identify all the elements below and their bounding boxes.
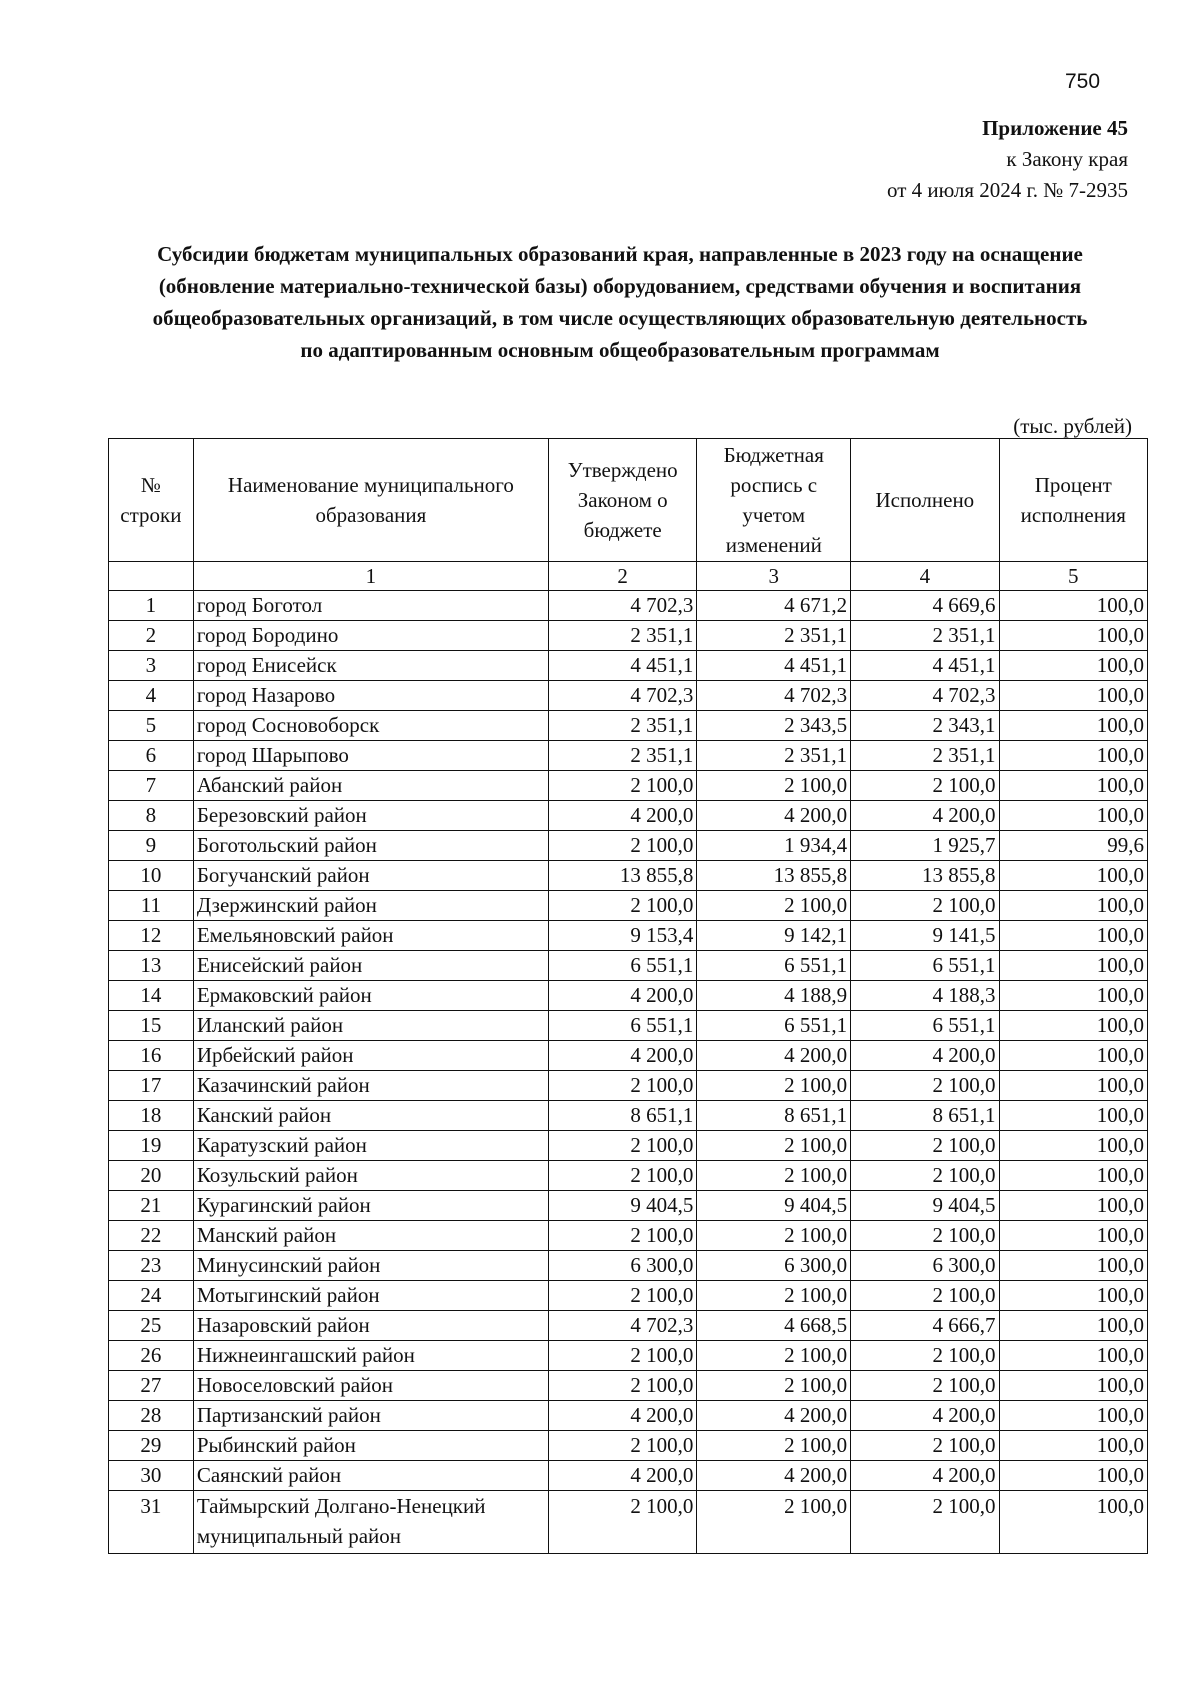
row-number-cell: 25 <box>109 1311 194 1341</box>
budget-list-cell: 1 934,4 <box>697 831 851 861</box>
executed-cell: 4 188,3 <box>851 981 999 1011</box>
table-row <box>109 831 1148 861</box>
executed-cell: 2 100,0 <box>851 771 999 801</box>
appendix-block <box>887 113 1128 206</box>
percent-cell: 100,0 <box>999 861 1147 891</box>
row-number-cell: 11 <box>109 891 194 921</box>
budget-list-cell: 2 100,0 <box>697 771 851 801</box>
row-number-cell: 26 <box>109 1341 194 1371</box>
executed-cell: 2 100,0 <box>851 891 999 921</box>
executed-cell: 2 100,0 <box>851 1281 999 1311</box>
budget-list-cell: 2 100,0 <box>697 1131 851 1161</box>
percent-cell: 100,0 <box>999 801 1147 831</box>
appendix-date: от 4 июля 2024 г. № 7-2935 <box>887 178 1128 202</box>
table-row <box>109 711 1148 741</box>
percent-cell: 100,0 <box>999 981 1147 1011</box>
table-row <box>109 591 1148 621</box>
municipality-cell: Курагинский район <box>193 1191 548 1221</box>
row-number-cell: 10 <box>109 861 194 891</box>
approved-cell: 4 200,0 <box>548 1461 696 1491</box>
percent-cell: 100,0 <box>999 951 1147 981</box>
percent-cell: 100,0 <box>999 1371 1147 1401</box>
document-title: Субсидии бюджетам муниципальных образований края, направленные в 2023 году на оснащение (обновление материально-технической базы) оборудованием, средствами обучения и воспитания общеобразовательных организаций, в том числе осуществляющих образовательную деятельность по адаптированным основным общеобразовательным программам <box>152 242 1088 362</box>
approved-cell: 2 100,0 <box>548 1161 696 1191</box>
municipality-cell: город Бородино <box>193 621 548 651</box>
approved-cell: 2 100,0 <box>548 1431 696 1461</box>
page-number: 750 <box>1065 70 1101 93</box>
municipality-cell: Емельяновский район <box>193 921 548 951</box>
budget-list-cell: 4 668,5 <box>697 1311 851 1341</box>
row-number-cell: 8 <box>109 801 194 831</box>
column-number-row <box>109 562 1148 591</box>
executed-cell: 4 200,0 <box>851 1401 999 1431</box>
municipality-cell: Березовский район <box>193 801 548 831</box>
municipality-cell: Канский район <box>193 1101 548 1131</box>
header-approved: Утверждено Законом о бюджете <box>548 439 696 562</box>
row-number-cell: 13 <box>109 951 194 981</box>
table-row <box>109 1071 1148 1101</box>
approved-cell: 2 351,1 <box>548 741 696 771</box>
row-number-cell: 2 <box>109 621 194 651</box>
executed-cell: 4 451,1 <box>851 651 999 681</box>
row-number-cell: 1 <box>109 591 194 621</box>
percent-cell: 100,0 <box>999 1191 1147 1221</box>
table-row <box>109 1431 1148 1461</box>
executed-cell: 2 343,1 <box>851 711 999 741</box>
table-row <box>109 1491 1148 1554</box>
approved-cell: 4 702,3 <box>548 591 696 621</box>
table-row <box>109 981 1148 1011</box>
budget-list-cell: 4 188,9 <box>697 981 851 1011</box>
budget-list-cell: 2 351,1 <box>697 621 851 651</box>
executed-cell: 4 666,7 <box>851 1311 999 1341</box>
percent-cell: 100,0 <box>999 741 1147 771</box>
table-row <box>109 921 1148 951</box>
approved-cell: 4 702,3 <box>548 1311 696 1341</box>
municipality-cell: город Назарово <box>193 681 548 711</box>
table-row <box>109 1161 1148 1191</box>
column-number: 5 <box>999 562 1147 591</box>
percent-cell: 100,0 <box>999 1161 1147 1191</box>
percent-cell: 100,0 <box>999 1041 1147 1071</box>
row-number-cell: 23 <box>109 1251 194 1281</box>
municipality-cell: город Енисейск <box>193 651 548 681</box>
approved-cell: 2 100,0 <box>548 1221 696 1251</box>
budget-list-cell: 4 200,0 <box>697 1461 851 1491</box>
approved-cell: 2 100,0 <box>548 1071 696 1101</box>
table-row <box>109 1311 1148 1341</box>
row-number-cell: 18 <box>109 1101 194 1131</box>
units-label: (тыс. рублей) <box>1013 414 1132 438</box>
table-row <box>109 1041 1148 1071</box>
approved-cell: 9 153,4 <box>548 921 696 951</box>
percent-cell: 100,0 <box>999 1431 1147 1461</box>
approved-cell: 2 100,0 <box>548 1131 696 1161</box>
row-number-cell: 27 <box>109 1371 194 1401</box>
executed-cell: 6 551,1 <box>851 951 999 981</box>
table-row <box>109 951 1148 981</box>
budget-list-cell: 2 100,0 <box>697 1161 851 1191</box>
table-row <box>109 1341 1148 1371</box>
percent-cell: 100,0 <box>999 921 1147 951</box>
budget-list-cell: 9 142,1 <box>697 921 851 951</box>
row-number-cell: 19 <box>109 1131 194 1161</box>
table-row <box>109 771 1148 801</box>
row-number-cell: 14 <box>109 981 194 1011</box>
municipality-cell: Манский район <box>193 1221 548 1251</box>
percent-cell: 100,0 <box>999 1071 1147 1101</box>
table-row <box>109 1251 1148 1281</box>
municipality-cell: Каратузский район <box>193 1131 548 1161</box>
approved-cell: 2 100,0 <box>548 1371 696 1401</box>
executed-cell: 1 925,7 <box>851 831 999 861</box>
table-body <box>109 591 1148 1554</box>
executed-cell: 2 100,0 <box>851 1131 999 1161</box>
approved-cell: 2 100,0 <box>548 891 696 921</box>
table-row <box>109 1191 1148 1221</box>
row-number-cell: 30 <box>109 1461 194 1491</box>
column-number: 2 <box>548 562 696 591</box>
percent-cell: 100,0 <box>999 1251 1147 1281</box>
table-row <box>109 1131 1148 1161</box>
percent-cell: 100,0 <box>999 681 1147 711</box>
executed-cell: 2 100,0 <box>851 1161 999 1191</box>
percent-cell: 100,0 <box>999 1311 1147 1341</box>
percent-cell: 100,0 <box>999 651 1147 681</box>
municipality-cell: Рыбинский район <box>193 1431 548 1461</box>
percent-cell: 100,0 <box>999 1221 1147 1251</box>
table-row <box>109 891 1148 921</box>
executed-cell: 4 669,6 <box>851 591 999 621</box>
row-number-cell: 12 <box>109 921 194 951</box>
approved-cell: 4 451,1 <box>548 651 696 681</box>
budget-list-cell: 6 300,0 <box>697 1251 851 1281</box>
approved-cell: 2 100,0 <box>548 831 696 861</box>
table-row <box>109 1221 1148 1251</box>
header-row-number: № строки <box>109 439 194 562</box>
subsidies-table <box>108 438 1148 1554</box>
budget-list-cell: 2 351,1 <box>697 741 851 771</box>
approved-cell: 4 200,0 <box>548 1041 696 1071</box>
budget-list-cell: 2 100,0 <box>697 1071 851 1101</box>
municipality-cell: Ермаковский район <box>193 981 548 1011</box>
approved-cell: 2 351,1 <box>548 621 696 651</box>
executed-cell: 2 100,0 <box>851 1491 999 1554</box>
budget-list-cell: 2 100,0 <box>697 1371 851 1401</box>
approved-cell: 4 702,3 <box>548 681 696 711</box>
approved-cell: 9 404,5 <box>548 1191 696 1221</box>
approved-cell: 8 651,1 <box>548 1101 696 1131</box>
approved-cell: 13 855,8 <box>548 861 696 891</box>
approved-cell: 6 551,1 <box>548 951 696 981</box>
percent-cell: 100,0 <box>999 621 1147 651</box>
percent-cell: 100,0 <box>999 1341 1147 1371</box>
table-row <box>109 1101 1148 1131</box>
column-number: 1 <box>193 562 548 591</box>
budget-list-cell: 2 343,5 <box>697 711 851 741</box>
table-row <box>109 1011 1148 1041</box>
budget-list-cell: 4 671,2 <box>697 591 851 621</box>
municipality-cell: Новоселовский район <box>193 1371 548 1401</box>
executed-cell: 6 551,1 <box>851 1011 999 1041</box>
row-number-cell: 6 <box>109 741 194 771</box>
row-number-cell: 29 <box>109 1431 194 1461</box>
header-budget-list: Бюджетная роспись с учетом изменений <box>697 439 851 562</box>
budget-list-cell: 2 100,0 <box>697 1491 851 1554</box>
header-percent: Процент исполнения <box>999 439 1147 562</box>
table-row <box>109 621 1148 651</box>
budget-list-cell: 2 100,0 <box>697 1281 851 1311</box>
table-row <box>109 861 1148 891</box>
percent-cell: 100,0 <box>999 711 1147 741</box>
executed-cell: 8 651,1 <box>851 1101 999 1131</box>
approved-cell: 6 300,0 <box>548 1251 696 1281</box>
budget-list-cell: 2 100,0 <box>697 1221 851 1251</box>
appendix-law: к Закону края <box>1006 147 1128 171</box>
municipality-cell: Партизанский район <box>193 1401 548 1431</box>
row-number-cell: 3 <box>109 651 194 681</box>
percent-cell: 100,0 <box>999 1101 1147 1131</box>
executed-cell: 2 100,0 <box>851 1071 999 1101</box>
row-number-cell: 24 <box>109 1281 194 1311</box>
municipality-cell: Назаровский район <box>193 1311 548 1341</box>
budget-list-cell: 6 551,1 <box>697 1011 851 1041</box>
row-number-cell: 31 <box>109 1491 194 1554</box>
budget-list-cell: 13 855,8 <box>697 861 851 891</box>
municipality-cell: город Шарыпово <box>193 741 548 771</box>
executed-cell: 6 300,0 <box>851 1251 999 1281</box>
header-row <box>109 439 1148 562</box>
executed-cell: 9 404,5 <box>851 1191 999 1221</box>
municipality-cell: город Боготол <box>193 591 548 621</box>
row-number-cell: 7 <box>109 771 194 801</box>
percent-cell: 100,0 <box>999 1491 1147 1554</box>
executed-cell: 2 100,0 <box>851 1221 999 1251</box>
municipality-cell: Богучанский район <box>193 861 548 891</box>
municipality-cell: Козульский район <box>193 1161 548 1191</box>
row-number-cell: 5 <box>109 711 194 741</box>
table-row <box>109 1461 1148 1491</box>
percent-cell: 100,0 <box>999 771 1147 801</box>
executed-cell: 4 200,0 <box>851 801 999 831</box>
municipality-cell: Таймырский Долгано-Ненецкий муниципальный район <box>193 1491 548 1554</box>
table-row <box>109 741 1148 771</box>
budget-list-cell: 2 100,0 <box>697 1431 851 1461</box>
budget-list-cell: 9 404,5 <box>697 1191 851 1221</box>
municipality-cell: Боготольский район <box>193 831 548 861</box>
executed-cell: 2 351,1 <box>851 741 999 771</box>
budget-list-cell: 2 100,0 <box>697 891 851 921</box>
approved-cell: 4 200,0 <box>548 801 696 831</box>
approved-cell: 4 200,0 <box>548 1401 696 1431</box>
budget-list-cell: 4 200,0 <box>697 801 851 831</box>
percent-cell: 100,0 <box>999 891 1147 921</box>
municipality-cell: Мотыгинский район <box>193 1281 548 1311</box>
row-number-cell: 22 <box>109 1221 194 1251</box>
approved-cell: 2 351,1 <box>548 711 696 741</box>
column-number: 3 <box>697 562 851 591</box>
row-number-cell: 9 <box>109 831 194 861</box>
table-row <box>109 1281 1148 1311</box>
executed-cell: 4 200,0 <box>851 1041 999 1071</box>
column-number: 4 <box>851 562 999 591</box>
percent-cell: 99,6 <box>999 831 1147 861</box>
municipality-cell: Иланский район <box>193 1011 548 1041</box>
percent-cell: 100,0 <box>999 1401 1147 1431</box>
budget-list-cell: 8 651,1 <box>697 1101 851 1131</box>
executed-cell: 2 100,0 <box>851 1371 999 1401</box>
municipality-cell: Ирбейский район <box>193 1041 548 1071</box>
approved-cell: 2 100,0 <box>548 1341 696 1371</box>
row-number-cell: 15 <box>109 1011 194 1041</box>
budget-list-cell: 4 200,0 <box>697 1401 851 1431</box>
municipality-cell: Енисейский район <box>193 951 548 981</box>
executed-cell: 2 100,0 <box>851 1341 999 1371</box>
percent-cell: 100,0 <box>999 1011 1147 1041</box>
table-row <box>109 1371 1148 1401</box>
budget-list-cell: 4 200,0 <box>697 1041 851 1071</box>
header-municipality: Наименование муниципального образования <box>193 439 548 562</box>
municipality-cell: Саянский район <box>193 1461 548 1491</box>
percent-cell: 100,0 <box>999 1281 1147 1311</box>
percent-cell: 100,0 <box>999 1461 1147 1491</box>
approved-cell: 4 200,0 <box>548 981 696 1011</box>
municipality-cell: Минусинский район <box>193 1251 548 1281</box>
column-number <box>109 562 194 591</box>
table-row <box>109 681 1148 711</box>
approved-cell: 2 100,0 <box>548 771 696 801</box>
budget-list-cell: 2 100,0 <box>697 1341 851 1371</box>
table-row <box>109 1401 1148 1431</box>
row-number-cell: 16 <box>109 1041 194 1071</box>
percent-cell: 100,0 <box>999 591 1147 621</box>
executed-cell: 2 100,0 <box>851 1431 999 1461</box>
budget-list-cell: 6 551,1 <box>697 951 851 981</box>
municipality-cell: Нижнеингашский район <box>193 1341 548 1371</box>
row-number-cell: 17 <box>109 1071 194 1101</box>
table-row <box>109 801 1148 831</box>
row-number-cell: 21 <box>109 1191 194 1221</box>
approved-cell: 2 100,0 <box>548 1491 696 1554</box>
approved-cell: 6 551,1 <box>548 1011 696 1041</box>
executed-cell: 9 141,5 <box>851 921 999 951</box>
executed-cell: 4 702,3 <box>851 681 999 711</box>
budget-list-cell: 4 702,3 <box>697 681 851 711</box>
percent-cell: 100,0 <box>999 1131 1147 1161</box>
budget-list-cell: 4 451,1 <box>697 651 851 681</box>
executed-cell: 13 855,8 <box>851 861 999 891</box>
appendix-title: Приложение 45 <box>982 116 1128 140</box>
municipality-cell: Дзержинский район <box>193 891 548 921</box>
approved-cell: 2 100,0 <box>548 1281 696 1311</box>
row-number-cell: 28 <box>109 1401 194 1431</box>
header-executed: Исполнено <box>851 439 999 562</box>
table-row <box>109 651 1148 681</box>
executed-cell: 2 351,1 <box>851 621 999 651</box>
executed-cell: 4 200,0 <box>851 1461 999 1491</box>
municipality-cell: город Сосновоборск <box>193 711 548 741</box>
row-number-cell: 4 <box>109 681 194 711</box>
municipality-cell: Казачинский район <box>193 1071 548 1101</box>
municipality-cell: Абанский район <box>193 771 548 801</box>
row-number-cell: 20 <box>109 1161 194 1191</box>
